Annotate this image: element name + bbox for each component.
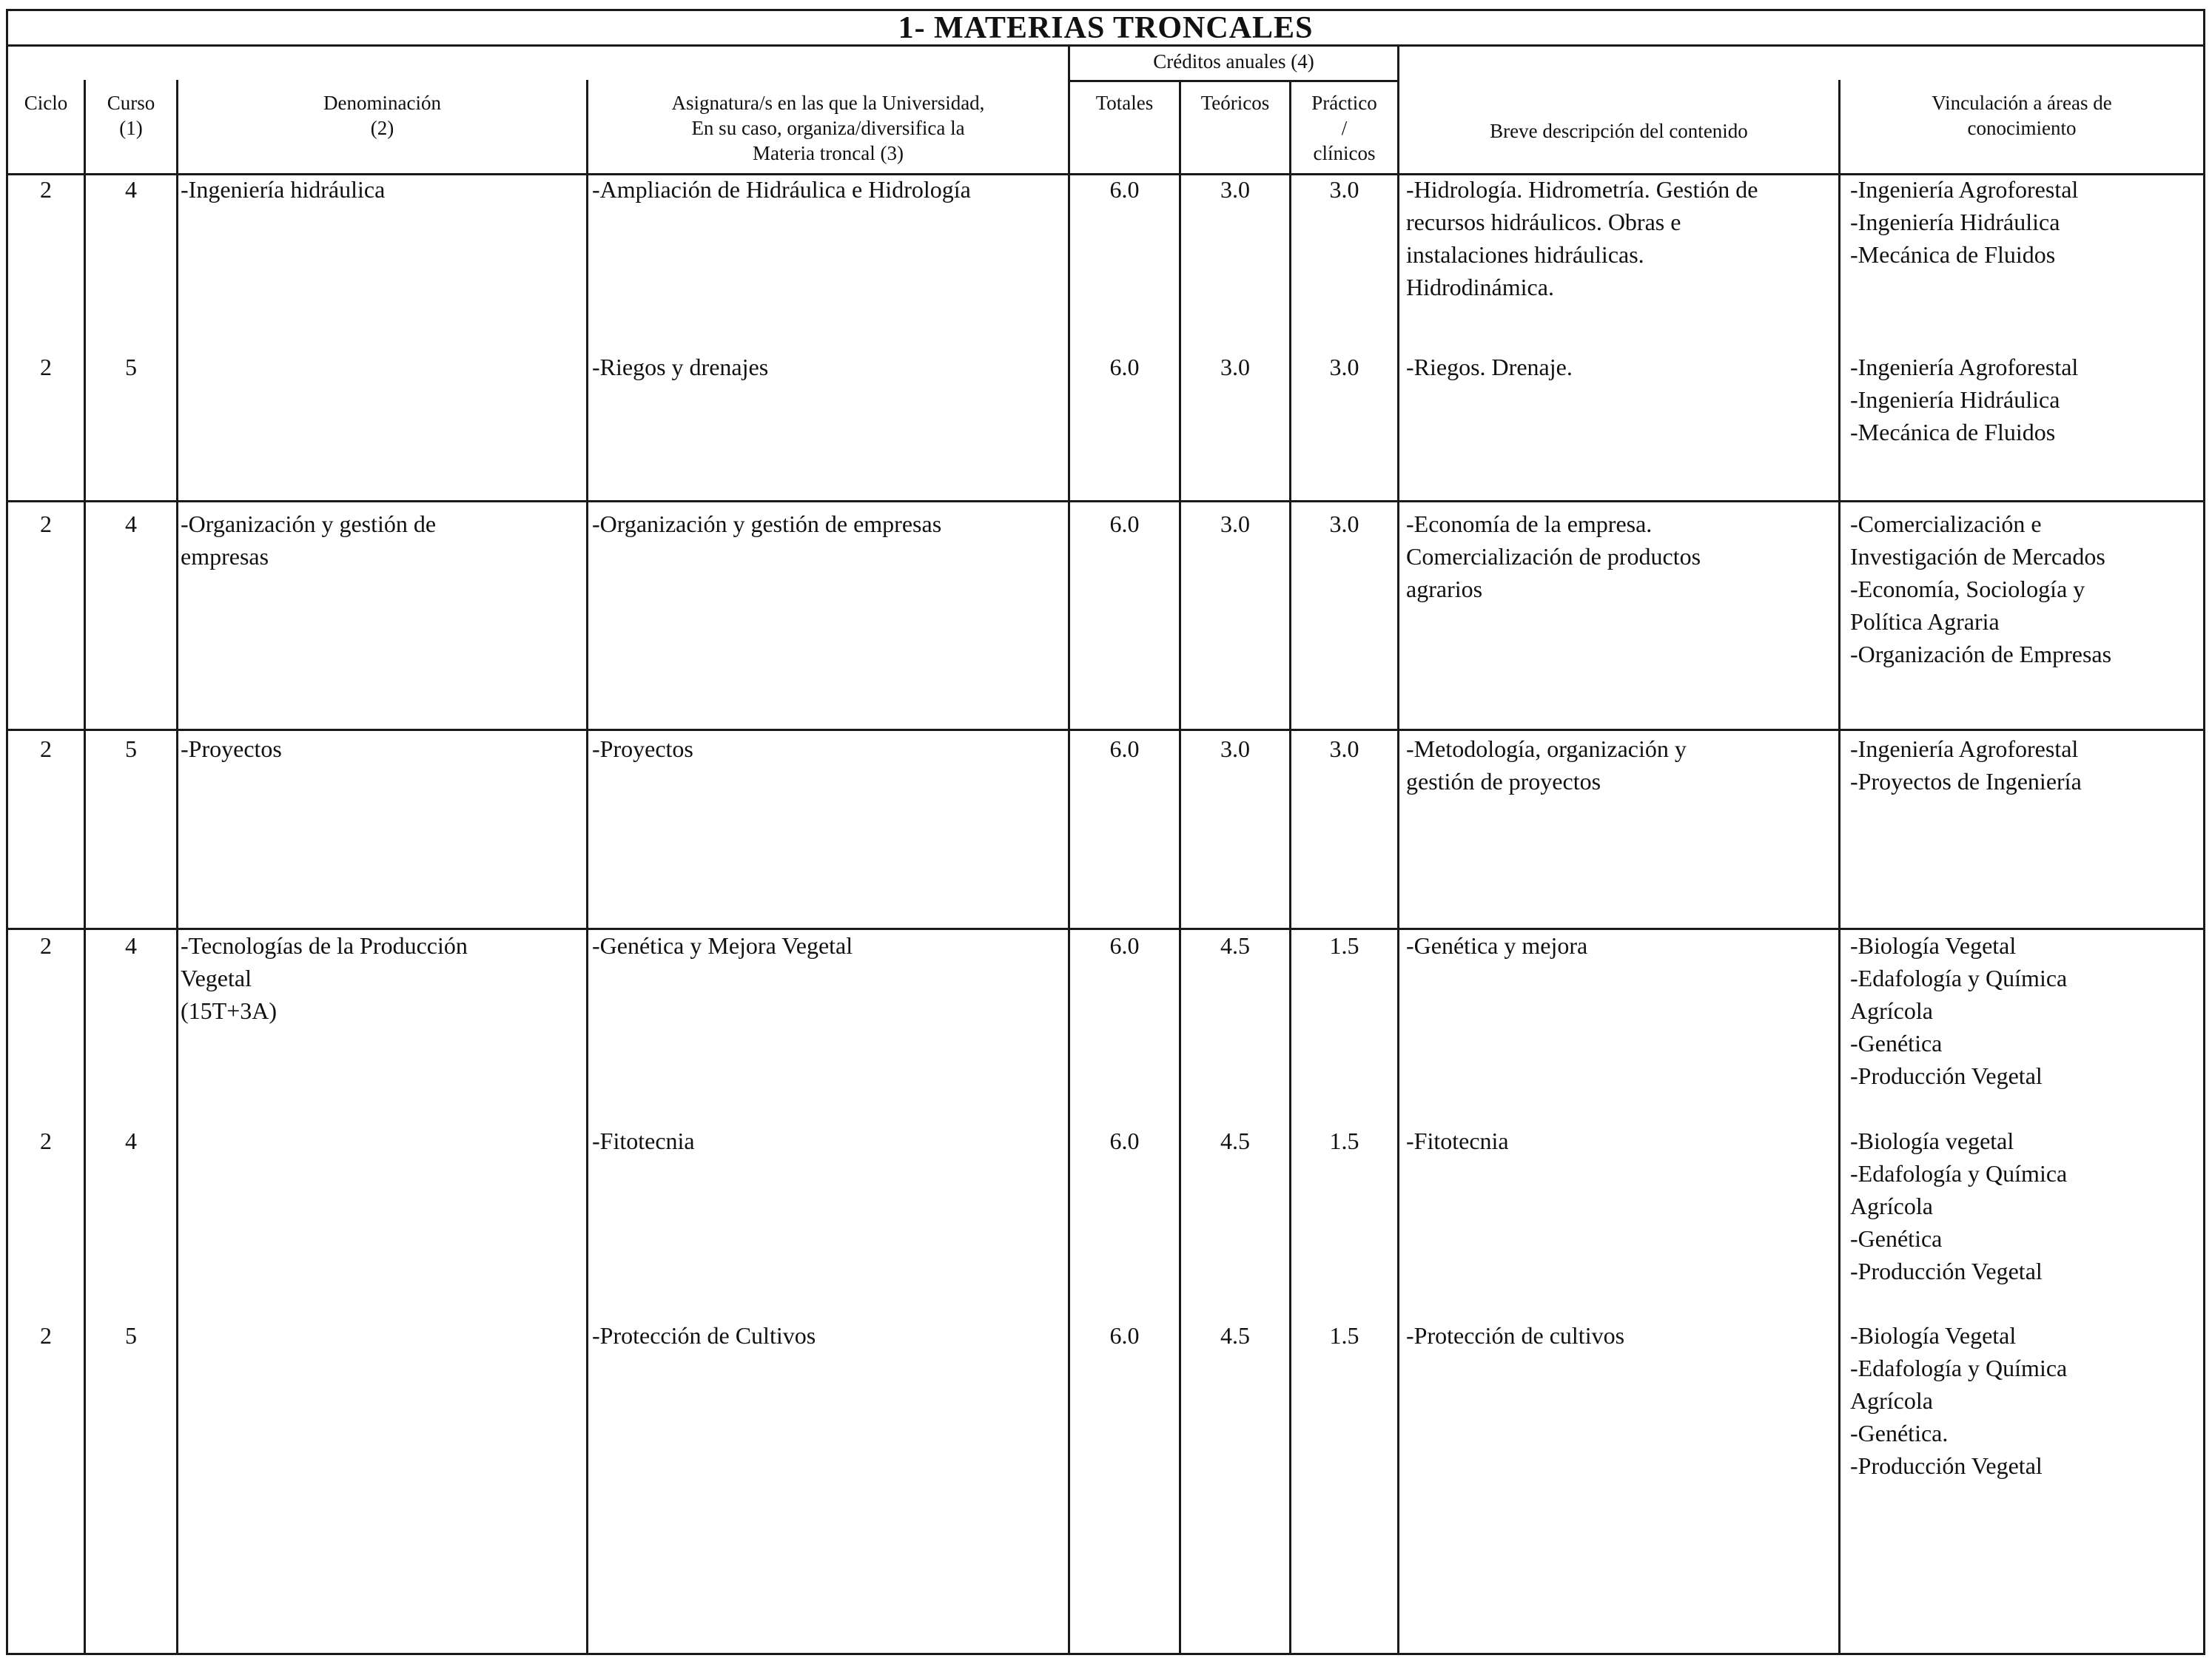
cell-practicos: 1.5 [1329,1322,1359,1349]
cell-ciclo: 2 [40,1322,52,1349]
cell-descripcion: -Fitotecnia [1406,1128,1509,1154]
cell-practicos: 3.0 [1329,511,1359,537]
col-rule-right [2203,9,2205,1655]
cell-practicos: 1.5 [1329,932,1359,959]
rule-group-2 [6,729,2205,731]
cell-asignatura: -Riegos y drenajes [592,354,769,380]
cell-asignatura: -Fitotecnia [592,1128,695,1154]
table-title: 1- MATERIAS TRONCALES [898,11,1314,45]
header-teoricos: Teóricos [1200,92,1270,114]
cell-asignatura: -Ampliación de Hidráulica e Hidrología [592,176,971,203]
cell-practicos: 3.0 [1329,176,1359,203]
cell-curso: 4 [125,176,137,203]
col-rule-totales [1179,80,1181,1655]
cell-curso: 4 [125,511,137,537]
cell-ciclo: 2 [40,932,52,959]
cell-ciclo: 2 [40,1128,52,1154]
cell-descripcion: -Hidrología. Hidrometría. Gestión de recursos hidráulicos. Obras e instalaciones hidráulicas. Hidrodinámica. [1406,176,1758,300]
cell-vinculacion: -Comercialización e Investigación de Mercados -Economía, Sociología y Política Agraria -Organización de Empresas [1850,511,2112,667]
cell-ciclo: 2 [40,354,52,380]
cell-vinculacion: -Biología Vegetal -Edafología y Química Agrícola -Genética -Producción Vegetal [1850,932,2068,1089]
cell-asignatura: -Proyectos [592,735,693,762]
cell-practicos: 1.5 [1329,1128,1359,1154]
cell-teoricos: 4.5 [1220,932,1250,959]
cell-descripcion: -Genética y mejora [1406,932,1588,959]
cell-curso: 4 [125,1128,137,1154]
cell-denominacion: -Ingeniería hidráulica [181,176,386,203]
header-totales: Totales [1095,92,1154,114]
cell-ciclo: 2 [40,176,52,203]
cell-denominacion: -Proyectos [181,735,282,762]
cell-teoricos: 4.5 [1220,1128,1250,1154]
cell-curso: 5 [125,354,137,380]
cell-teoricos: 3.0 [1220,735,1250,762]
col-rule-teoricos [1289,80,1291,1655]
credits-group-header: Créditos anuales (4) [1153,50,1314,73]
cell-vinculacion: -Ingeniería Agroforestal -Proyectos de Ingeniería [1850,735,2082,795]
header-ciclo: Ciclo [24,92,68,114]
cell-totales: 6.0 [1109,932,1140,959]
col-rule-asignaturas [1068,44,1070,1655]
col-rule-ciclo [84,80,86,1655]
cell-practicos: 3.0 [1329,354,1359,380]
cell-asignatura: -Organización y gestión de empresas [592,511,942,537]
rule-group-1 [6,500,2205,502]
col-rule-curso [176,80,178,1655]
cell-teoricos: 4.5 [1220,1322,1250,1349]
cell-teoricos: 3.0 [1220,176,1250,203]
cell-vinculacion: -Biología Vegetal -Edafología y Química Agrícola -Genética. -Producción Vegetal [1850,1322,2068,1479]
cell-descripcion: -Riegos. Drenaje. [1406,354,1573,380]
cell-denominacion: -Organización y gestión de empresas [181,511,437,570]
cell-totales: 6.0 [1109,1128,1140,1154]
header-asignaturas: Asignatura/s en las que la Universidad, En su caso, organiza/diversifica la Materia troncal (3) [671,92,985,164]
cell-vinculacion: -Biología vegetal -Edafología y Química Agrícola -Genética -Producción Vegetal [1850,1128,2068,1284]
col-rule-denominacion [586,80,588,1655]
col-rule-practicos [1397,44,1399,1655]
cell-curso: 4 [125,932,137,959]
cell-curso: 5 [125,735,137,762]
cell-ciclo: 2 [40,735,52,762]
cell-teoricos: 3.0 [1220,511,1250,537]
cell-descripcion: -Protección de cultivos [1406,1322,1625,1349]
rule-bottom [6,1653,2205,1655]
header-curso: Curso (1) [107,92,155,139]
cell-teoricos: 3.0 [1220,354,1250,380]
cell-denominacion: -Tecnologías de la Producción Vegetal (15T+3A) [181,932,468,1024]
header-practicos: Práctico / clínicos [1311,92,1377,164]
cell-ciclo: 2 [40,511,52,537]
header-descripcion: Breve descripción del contenido [1490,120,1748,142]
rule-under-credits-group [1068,80,1399,82]
cell-asignatura: -Protección de Cultivos [592,1322,816,1349]
cell-totales: 6.0 [1109,176,1140,203]
header-vinculacion: Vinculación a áreas de conocimiento [1932,92,2112,139]
cell-vinculacion: -Ingeniería Agroforestal -Ingeniería Hidráulica -Mecánica de Fluidos [1850,354,2079,445]
cell-totales: 6.0 [1109,735,1140,762]
col-rule-descripcion [1838,80,1840,1655]
cell-totales: 6.0 [1109,354,1140,380]
cell-descripcion: -Metodología, organización y gestión de proyectos [1406,735,1687,795]
cell-descripcion: -Economía de la empresa. Comercialización de productos agrarios [1406,511,1701,602]
cell-totales: 6.0 [1109,1322,1140,1349]
header-denominacion: Denominación (2) [323,92,441,139]
cell-asignatura: -Genética y Mejora Vegetal [592,932,853,959]
cell-practicos: 3.0 [1329,735,1359,762]
col-rule-left [6,9,8,1655]
cell-curso: 5 [125,1322,137,1349]
cell-totales: 6.0 [1109,511,1140,537]
cell-vinculacion: -Ingeniería Agroforestal -Ingeniería Hidráulica -Mecánica de Fluidos [1850,176,2079,268]
